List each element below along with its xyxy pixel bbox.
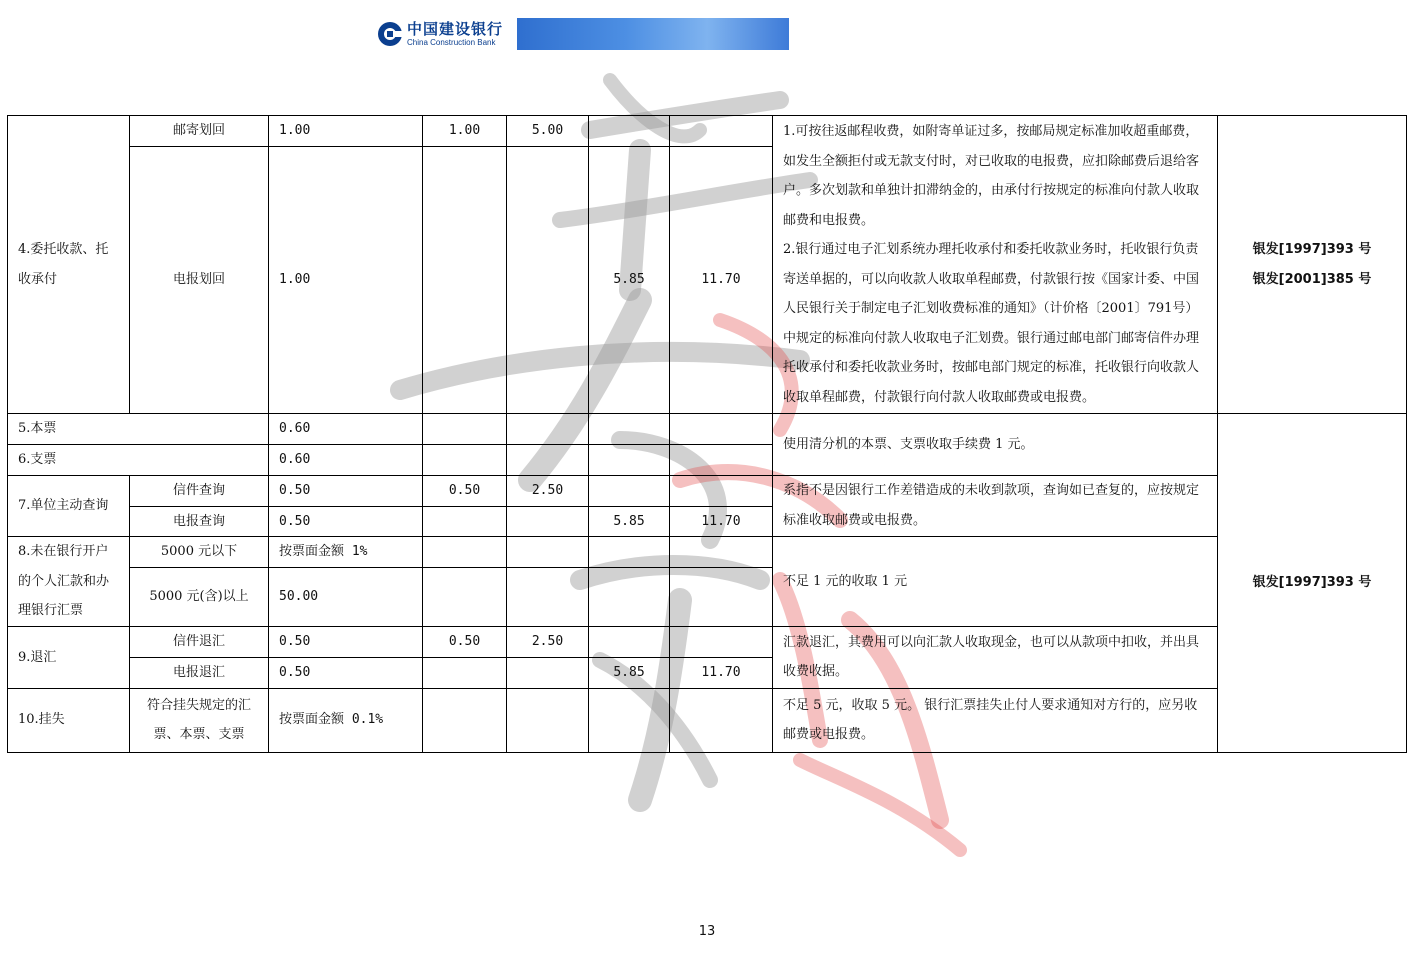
fee-cell <box>589 568 670 627</box>
fee-cell: 5.85 <box>589 506 670 537</box>
fee-cell <box>670 116 773 147</box>
fee-cell: 11.70 <box>670 506 773 537</box>
fee-cell <box>670 688 773 752</box>
fee-table <box>7 115 1407 753</box>
fee-cell <box>423 506 507 537</box>
page-header <box>375 18 789 50</box>
fee-cell <box>670 537 773 568</box>
fee-cell <box>423 445 507 476</box>
note-cell: 不足 5 元，收取 5 元。 银行汇票挂失止付人要求通知对方行的，应另收邮费或电报费。 <box>773 688 1218 752</box>
fee-cell: 按票面金额 0.1% <box>269 688 423 752</box>
fee-cell <box>670 445 773 476</box>
ccb-logo-icon <box>377 21 403 47</box>
fee-cell <box>589 445 670 476</box>
fee-cell: 11.70 <box>670 657 773 688</box>
category-cell: 7.单位主动查询 <box>8 475 130 537</box>
fee-cell <box>423 568 507 627</box>
reference-doc: 银发[1997]393 号 <box>1252 242 1372 257</box>
subitem-cell: 电报查询 <box>130 506 269 537</box>
fee-cell: 0.50 <box>269 506 423 537</box>
category-cell: 5.本票 <box>8 414 269 445</box>
fee-cell: 1.00 <box>269 116 423 147</box>
category-cell: 6.支票 <box>8 445 269 476</box>
fee-cell: 0.50 <box>423 475 507 506</box>
fee-cell <box>423 657 507 688</box>
fee-cell <box>589 116 670 147</box>
logo-chinese-name: 中国建设银行 <box>407 19 504 38</box>
reference-cell <box>1218 116 1407 414</box>
note-cell: 汇款退汇，其费用可以向汇款人收取现金，也可以从款项中扣收，并出具收费收据。 <box>773 627 1218 689</box>
fee-cell: 5.00 <box>507 116 589 147</box>
fee-cell: 5.85 <box>589 657 670 688</box>
fee-cell <box>507 568 589 627</box>
fee-cell: 5.85 <box>589 147 670 414</box>
fee-cell: 1.00 <box>269 147 423 414</box>
reference-cell: 银发[1997]393 号 <box>1218 414 1407 753</box>
subitem-cell: 电报退汇 <box>130 657 269 688</box>
fee-cell: 2.50 <box>507 475 589 506</box>
category-cell: 8.未在银行开户的个人汇款和办理银行汇票 <box>8 537 130 627</box>
fee-cell <box>423 147 507 414</box>
fee-cell <box>589 414 670 445</box>
subitem-cell: 电报划回 <box>130 147 269 414</box>
fee-cell: 50.00 <box>269 568 423 627</box>
table-row <box>8 688 1407 752</box>
table-row <box>8 627 1407 658</box>
table-row <box>8 116 1407 147</box>
table-row <box>8 475 1407 506</box>
subitem-cell: 邮寄划回 <box>130 116 269 147</box>
category-cell: 9.退汇 <box>8 627 130 689</box>
table-row <box>8 414 1407 445</box>
fee-cell <box>670 414 773 445</box>
fee-cell <box>589 475 670 506</box>
reference-doc: 银发[2001]385 号 <box>1252 271 1372 287</box>
fee-cell: 按票面金额 1% <box>269 537 423 568</box>
logo-english-name: China Construction Bank <box>407 37 496 47</box>
fee-cell: 0.50 <box>269 475 423 506</box>
fee-cell: 0.50 <box>423 627 507 658</box>
fee-cell <box>507 657 589 688</box>
fee-cell <box>670 475 773 506</box>
subitem-cell: 信件查询 <box>130 475 269 506</box>
subitem-cell: 5000 元(含)以上 <box>130 568 269 627</box>
note-cell <box>773 116 1218 414</box>
fee-cell <box>589 688 670 752</box>
fee-cell <box>423 414 507 445</box>
fee-cell: 2.50 <box>507 627 589 658</box>
category-cell: 4.委托收款、托收承付 <box>8 116 130 414</box>
fee-cell <box>507 688 589 752</box>
note-cell: 系指不是因银行工作差错造成的未收到款项，查询如已查复的，应按规定标准收取邮费或电报费。 <box>773 475 1218 537</box>
fee-cell <box>423 537 507 568</box>
fee-cell <box>670 568 773 627</box>
fee-cell <box>670 627 773 658</box>
fee-cell: 0.60 <box>269 414 423 445</box>
fee-cell: 1.00 <box>423 116 507 147</box>
subitem-cell: 信件退汇 <box>130 627 269 658</box>
fee-cell: 0.50 <box>269 657 423 688</box>
fee-cell <box>507 147 589 414</box>
fee-cell <box>423 688 507 752</box>
fee-cell <box>589 537 670 568</box>
fee-cell: 0.60 <box>269 445 423 476</box>
note-paragraph: 2.银行通过电子汇划系统办理托收承付和委托收款业务时，托收银行负责寄送单据的，可以向收款人收取单程邮费，付款银行按《国家计委、中国人民银行关于制定电子汇划收费标准的通知》（计价格〔2001〕791号）中规定的标准向付款人收取电子汇划费。银行通过邮电部门邮寄信件办理托收承付和委托收款业务时，按邮电部门规定的标准，托收银行向收款人收取单程邮费，付款银行向付款人收取邮费或电报费。 <box>783 242 1200 405</box>
fee-cell: 0.50 <box>269 627 423 658</box>
category-cell: 10.挂失 <box>8 688 130 752</box>
fee-cell <box>507 414 589 445</box>
fee-cell <box>507 445 589 476</box>
bank-logo <box>375 18 517 50</box>
table-row <box>8 537 1407 568</box>
note-cell: 不足 1 元的收取 1 元 <box>773 537 1218 627</box>
fee-cell <box>589 627 670 658</box>
fee-cell: 11.70 <box>670 147 773 414</box>
note-cell: 使用清分机的本票、支票收取手续费 1 元。 <box>773 414 1218 476</box>
fee-cell <box>507 537 589 568</box>
subitem-cell: 5000 元以下 <box>130 537 269 568</box>
subitem-cell: 符合挂失规定的汇票、本票、支票 <box>130 688 269 752</box>
header-banner <box>517 18 789 50</box>
fee-cell <box>507 506 589 537</box>
page-number: 13 <box>698 924 716 939</box>
note-paragraph: 1.可按往返邮程收费，如附寄单证过多，按邮局规定标准加收超重邮费，如发生全额拒付或无款支付时，对已收取的电报费，应扣除邮费后退给客户。多次划款和单独计扣滞纳金的，由承付行按规定的标准向付款人收取邮费和电报费。 <box>783 124 1200 228</box>
